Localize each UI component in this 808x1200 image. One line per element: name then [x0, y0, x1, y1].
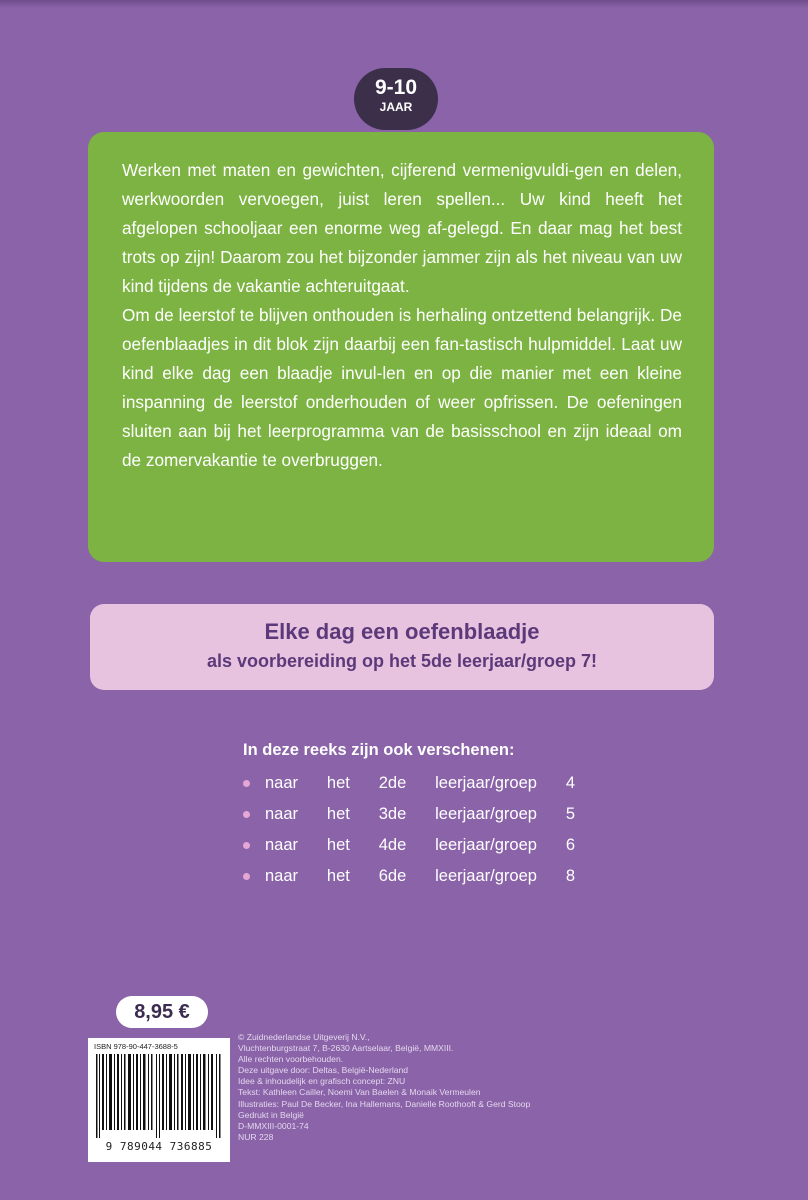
list-item: [243, 861, 603, 892]
word: 8: [565, 867, 575, 885]
word: leerjaar/groep: [435, 805, 537, 823]
word: het: [326, 867, 350, 885]
barcode-number: 9 789044 736885: [105, 1140, 213, 1153]
word: 2de: [378, 774, 407, 792]
list-item: [243, 799, 603, 830]
bullet-icon: [243, 780, 250, 787]
word: 4de: [378, 836, 407, 854]
word: naar: [265, 867, 299, 885]
word: het: [326, 836, 350, 854]
word: 3de: [378, 805, 407, 823]
word: leerjaar/groep: [435, 836, 537, 854]
credit-line: Idee & inhoudelijk en grafisch concept: ZNU: [238, 1076, 406, 1087]
word: het: [326, 774, 350, 792]
barcode-panel: [88, 1038, 230, 1162]
credit-line: Deze uitgave door: Deltas, België-Nederland: [238, 1065, 409, 1076]
credit-line: Gedrukt in België: [238, 1109, 304, 1120]
bullet-icon: [243, 811, 250, 818]
tagline-panel: [90, 604, 714, 690]
word: leerjaar/groep: [435, 774, 537, 792]
intro-paragraph-1: Werken met maten en gewichten, cijferend vermenigvuldi-gen en delen, werkwoorden vervoegen, juist leren spellen... Uw kind heeft het afgelopen schooljaar een enorme weg af-gelegd. En daar mag het best trots op zijn! Daarom zou het bijzonder jammer zijn als het niveau van uw kind tijdens de vakantie achteruitgaat.: [122, 160, 682, 296]
series-heading: In deze reeks zijn ook verschenen:: [243, 741, 515, 759]
word: 5: [565, 805, 575, 823]
word: naar: [265, 774, 299, 792]
barcode-icon: [94, 1054, 224, 1138]
tagline-subtitle: als voorbereiding op het 5de leerjaar/groep 7!: [206, 651, 598, 671]
credit-line: Illustraties: Paul De Becker, Ina Hallemans, Danielle Roothooft & Gerd Stoop: [238, 1098, 531, 1109]
list-item: [243, 830, 603, 861]
bullet-icon: [243, 873, 250, 880]
age-unit: JAAR: [379, 100, 413, 114]
credit-line: © Zuidnederlandse Uitgeverij N.V.,: [238, 1032, 370, 1042]
credit-line: D-MMXIII-0001-74: [238, 1120, 309, 1131]
page-edge: [0, 0, 808, 8]
isbn: ISBN 978-90-447-3688-5: [94, 1042, 178, 1051]
tagline-title: Elke dag een oefenblaadje: [264, 619, 540, 644]
price-tag: 8,95 €: [116, 996, 208, 1028]
credit-line: Vluchtenburgstraat 7, B-2630 Aartselaar, België, MMXIII.: [238, 1043, 454, 1054]
age-range: 9-10: [374, 76, 418, 99]
word: het: [326, 805, 350, 823]
word: 6de: [378, 867, 407, 885]
intro-paragraph-2: Om de leerstof te blijven onthouden is herhaling ontzettend belangrijk. De oefenblaadjes in dit blok zijn daarbij een fan-tastisch hulpmiddel. Laat uw kind elke dag een blaadje invul-len en op die manier met een kleine inspanning de leerstof onderhouden of weer opfrissen. De oefeningen sluiten aan bij het leerprogramma van de basisschool en zijn ideaal om de zomervakantie te overbruggen.: [122, 305, 682, 470]
bullet-icon: [243, 842, 250, 849]
series-list: [243, 738, 603, 892]
credit-line: Alle rechten voorbehouden.: [238, 1054, 344, 1065]
credits: [238, 1032, 558, 1143]
intro-panel: [88, 132, 714, 562]
word: leerjaar/groep: [435, 867, 537, 885]
credit-line: Tekst: Kathleen Cailler, Noemi Van Baelen & Monaik Vermeulen: [238, 1087, 481, 1098]
word: 6: [565, 836, 575, 854]
word: naar: [265, 836, 299, 854]
word: naar: [265, 805, 299, 823]
list-item: [243, 768, 603, 799]
age-badge: [354, 68, 438, 130]
credit-line: NUR 228: [238, 1131, 274, 1142]
word: 4: [565, 774, 575, 792]
